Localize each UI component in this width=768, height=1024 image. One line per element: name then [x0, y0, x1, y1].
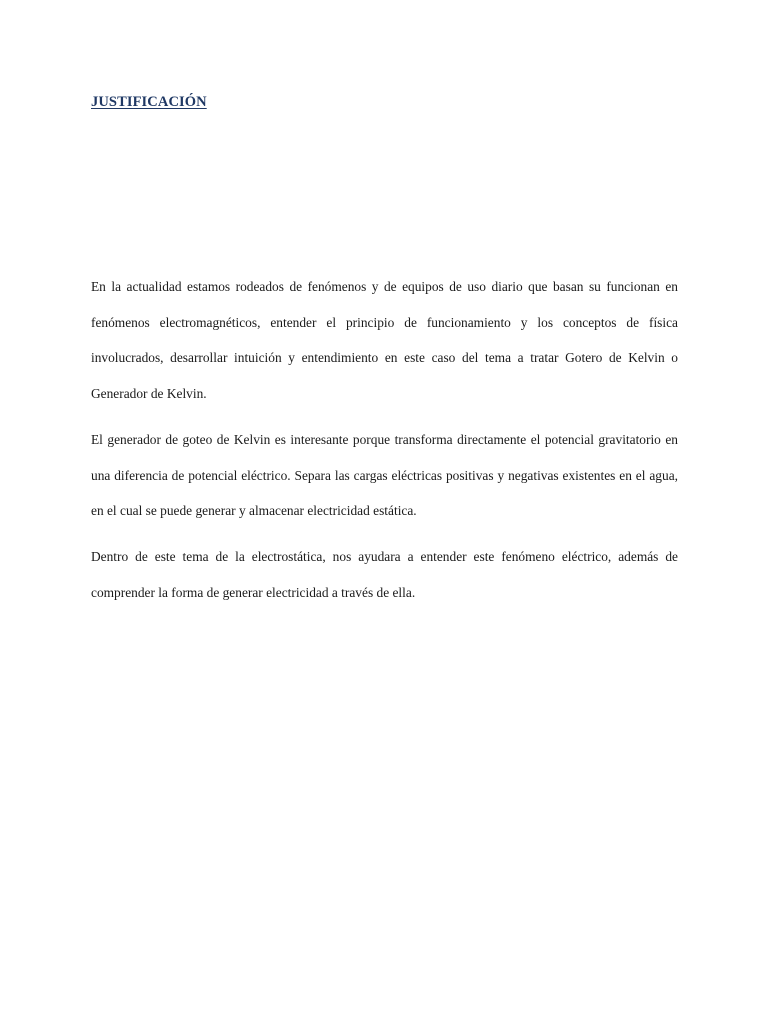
paragraph-3-container: [91, 539, 678, 610]
section-heading: JUSTIFICACIÓN: [91, 94, 207, 110]
paragraph-2: El generador de goteo de Kelvin es interesante porque transforma directamente el potencial gravitatorio en una diferencia de potencial eléctrico. Separa las cargas eléctricas positivas y negativas existentes en el agua, en el cual se puede generar y almacenar electricidad estática.: [91, 432, 678, 519]
paragraph-3: Dentro de este tema de la electrostática, nos ayudara a entender este fenómeno eléctrico, además de comprender la forma de generar electricidad a través de ella.: [91, 549, 678, 600]
paragraph-1: En la actualidad estamos rodeados de fenómenos y de equipos de uso diario que basan su funcionan en fenómenos electromagnéticos, entender el principio de funcionamiento y los conceptos de física involucrados, desarrollar intuición y entendimiento en este caso del tema a tratar Gotero de Kelvin o Generador de Kelvin.: [91, 279, 678, 401]
paragraph-1-container: [91, 269, 678, 411]
paragraph-2-container: [91, 422, 678, 529]
